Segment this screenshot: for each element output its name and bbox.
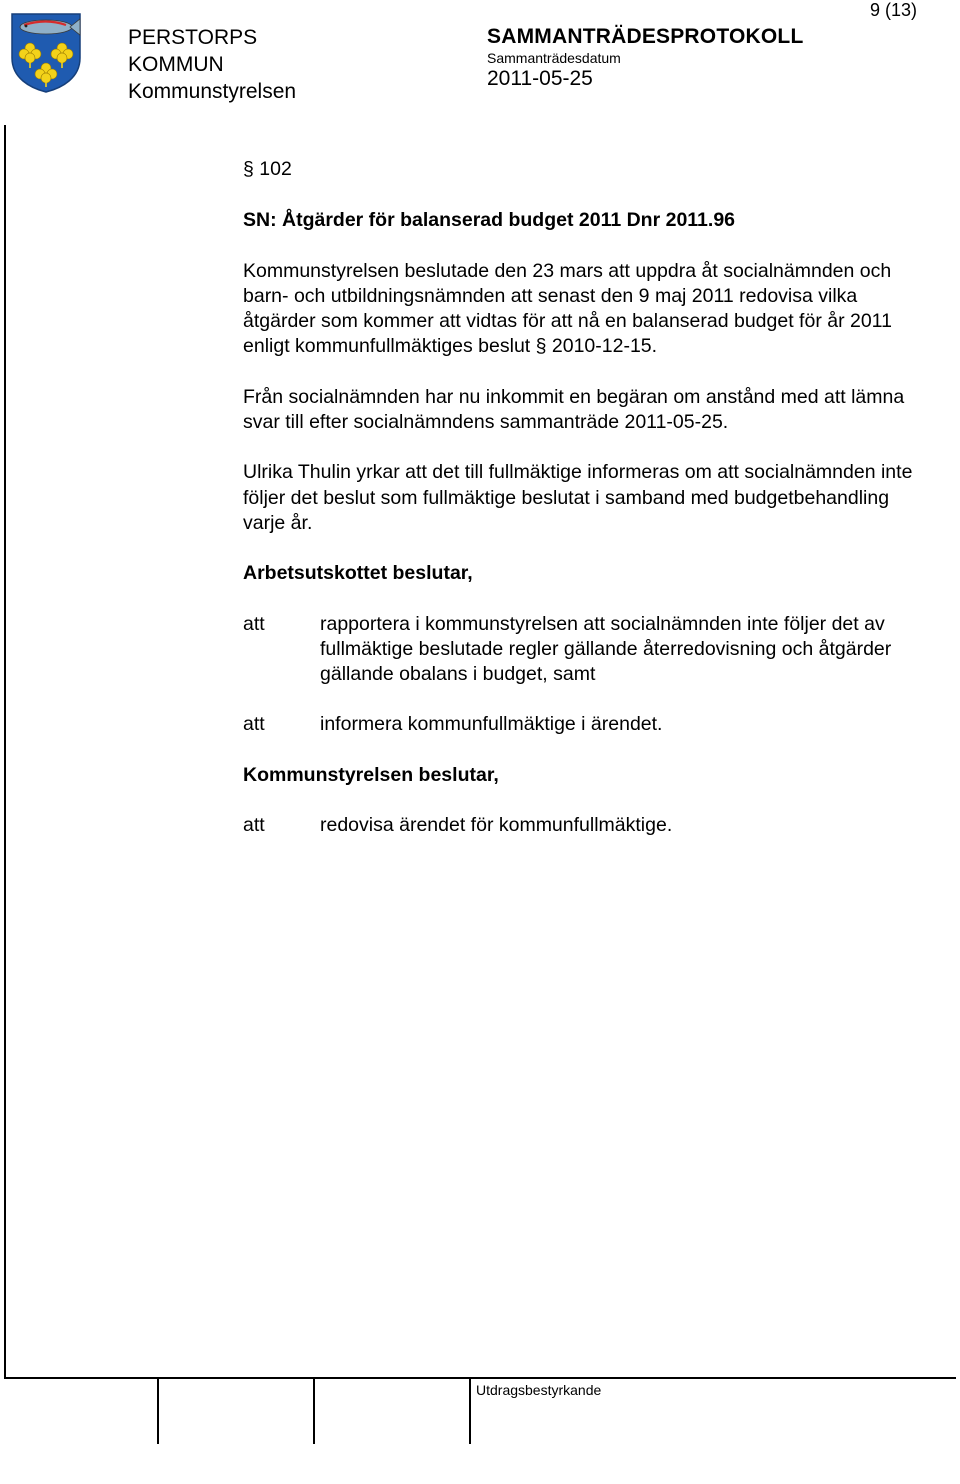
left-margin-line xyxy=(4,125,6,1377)
document-title: SAMMANTRÄDESPROTOKOLL xyxy=(487,25,804,48)
meeting-date-label: Sammanträdesdatum xyxy=(487,50,621,66)
body-paragraph-2: Från socialnämnden har nu inkommit en begäran om anstånd med att lämna svar till efter socialnämndens sammanträde 2011-05-25. xyxy=(243,385,905,434)
decision-item xyxy=(243,712,923,737)
protocol-section xyxy=(243,157,923,863)
decision-keyword: att xyxy=(243,612,265,635)
decision-keyword: att xyxy=(243,713,265,736)
organization-name-line2: KOMMUN xyxy=(128,53,224,76)
decision-text: redovisa ärendet för kommunfullmäktige. xyxy=(320,814,673,837)
extract-certification-label: Utdragsbestyrkande xyxy=(476,1382,602,1398)
committee-decision-heading: Arbetsutskottet beslutar, xyxy=(243,562,473,585)
page-number: 9 (13) xyxy=(870,0,918,20)
decision-keyword: att xyxy=(243,814,265,837)
organization-name-line1: PERSTORPS xyxy=(128,26,258,49)
organization-department: Kommunstyrelsen xyxy=(128,80,297,103)
decision-text: rapportera i kommunstyrelsen att socialnämnden inte följer det av fullmäktige beslutade regler gällande återredovisning och åtgärder gällande obalans i budget, samt xyxy=(320,612,892,686)
organization-block xyxy=(128,24,296,105)
board-decision-heading: Kommunstyrelsen beslutar, xyxy=(243,763,499,786)
footer-divider-1 xyxy=(157,1378,159,1444)
document-header xyxy=(487,24,803,92)
meeting-date: 2011-05-25 xyxy=(487,67,593,90)
municipal-crest-icon xyxy=(10,12,82,94)
body-paragraph-3: Ulrika Thulin yrkar att det till fullmäktige informeras om att socialnämnden inte följer det beslut som fullmäktige beslutat i samband med budgetbehandling varje år. xyxy=(243,461,913,534)
decision-item xyxy=(243,813,923,838)
decision-text: informera kommunfullmäktige i ärendet. xyxy=(320,713,663,736)
body-paragraph-1: Kommunstyrelsen beslutade den 23 mars att uppdra åt socialnämnden och barn- och utbildningsnämnden att senast den 9 maj 2011 redovisa vilka åtgärder som kommer att vidtas för att nå en balanserad budget för år 2011 enligt kommunfullmäktiges beslut § 2010-12-15. xyxy=(243,259,892,358)
section-heading: SN: Åtgärder för balanserad budget 2011 Dnr 2011.96 xyxy=(243,209,736,232)
paragraph-number: § 102 xyxy=(243,158,292,180)
footer-top-line xyxy=(4,1377,956,1379)
footer-divider-3 xyxy=(469,1378,471,1444)
footer-divider-2 xyxy=(313,1378,315,1444)
decision-item xyxy=(243,612,923,688)
